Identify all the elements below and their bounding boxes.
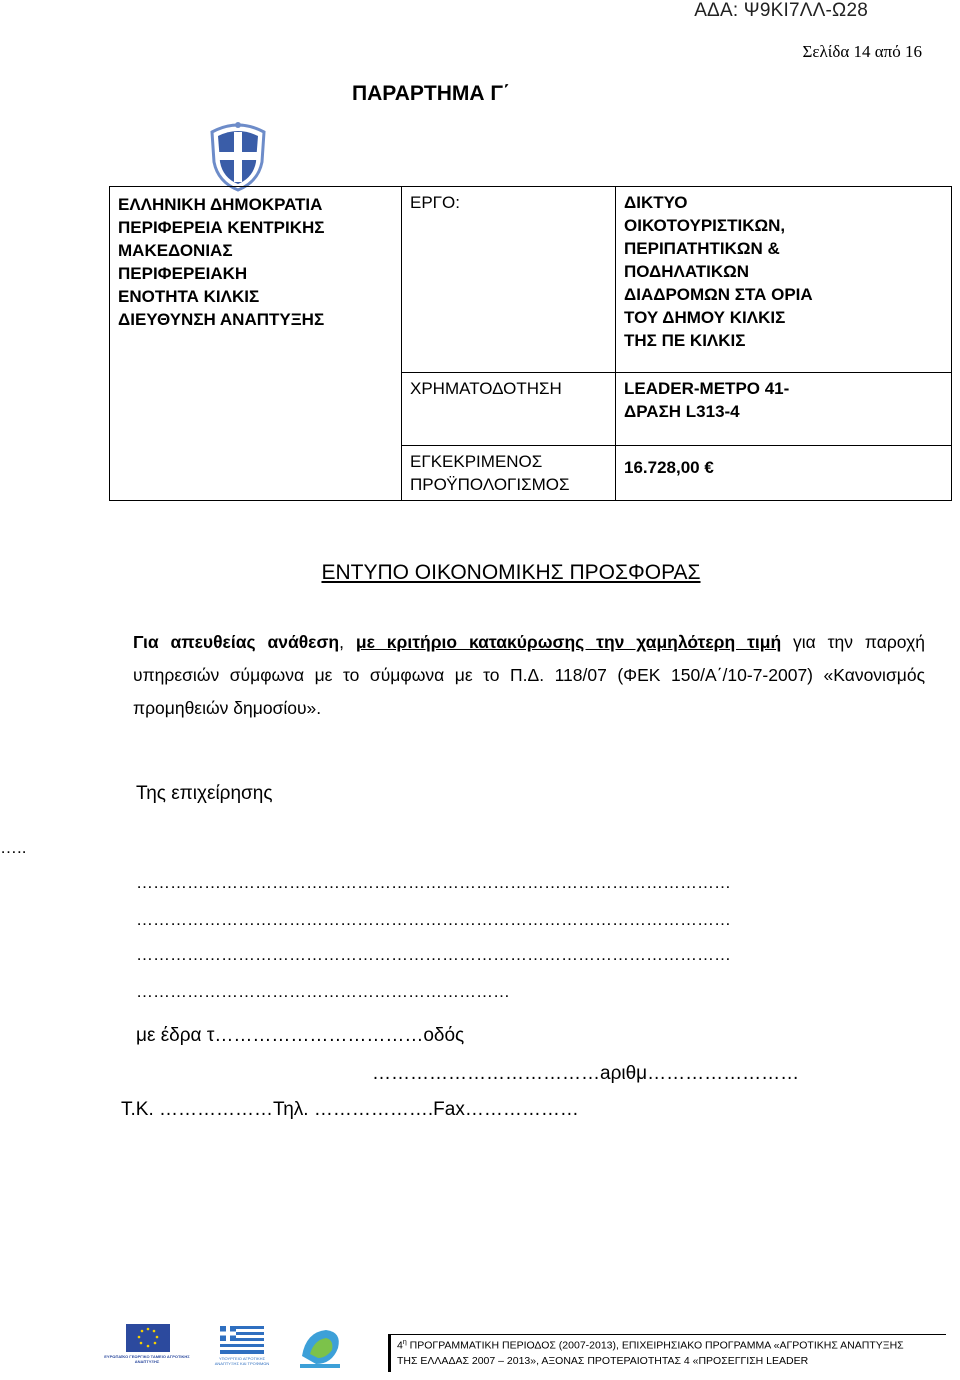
funding-label: ΧΡΗΜΑΤΟΔΟΤΗΣΗ — [410, 379, 562, 398]
project-line: ΤΗΣ ΠΕ ΚΙΛΚΙΣ — [624, 331, 746, 350]
authority-line: ΔΙΕΥΘΥΝΣΗ ΑΝΑΠΤΥΞΗΣ — [118, 310, 325, 329]
project-line: ΟΙΚΟΤΟΥΡΙΣΤΙΚΩΝ, — [624, 216, 786, 235]
project-line: ΔΙΑΔΡΟΜΩΝ ΣΤΑ ΟΡΙΑ — [624, 285, 813, 304]
project-line: ΔΙΚΤΥΟ — [624, 193, 688, 212]
dotted-fill-line: …………………………………………………………………………………………… — [136, 873, 731, 892]
funding-label-cell — [402, 373, 616, 446]
program-footer-line: ΤΗΣ ΕΛΛΑΔΑΣ 2007 – 2013», ΑΞΟΝΑΣ ΠΡΟΤΕΡΑΙΟΤΗΤΑΣ 4 «ΠΡΟΣΕΓΓΙΣΗ LEADER — [397, 1354, 809, 1367]
dotted-fill-line: …………………………………………………………………………………………… — [136, 945, 731, 964]
budget-value-cell — [616, 446, 952, 501]
award-type: Για απευθείας ανάθεση — [133, 632, 340, 652]
project-label-cell — [402, 187, 616, 373]
project-line: ΠΟΔΗΛΑΤΙΚΩΝ — [624, 262, 750, 281]
authority-line: ΠΕΡΙΦΕΡΕΙΑΚΗ — [118, 264, 248, 283]
legal-basis: για την παροχή υπηρεσιών σύμφωνα με το σύμφωνα με το Π.Δ. 118/07 (ΦΕΚ 150/Α΄/10-7-2007) «Κανονισμός προμηθειών δημοσίου». — [133, 632, 925, 718]
award-criterion: με κριτήριο κατακύρωσης την χαμηλότερη τιμή — [355, 632, 782, 652]
greek-coat-of-arms-icon — [206, 122, 270, 192]
funding-value-cell — [616, 373, 952, 446]
project-line: ΤΟΥ ΔΗΜΟΥ ΚΙΛΚΙΣ — [624, 308, 786, 327]
greek-logo-caption: ΥΠΟΥΡΓΕΙΟ ΑΓΡΟΤΙΚΗΣ ΑΝΑΠΤΥΞΗΣ ΚΑΙ ΤΡΟΦΙΜΩΝ — [214, 1356, 270, 1366]
dotted-fill-line: ………………………………………………………… — [136, 982, 510, 1001]
contact-details-line: Τ.Κ. ………………Τηλ. ……………….Fax……………… — [121, 1099, 579, 1120]
leader-program-logo-icon — [296, 1326, 344, 1370]
greek-flag-icon — [220, 1326, 264, 1354]
project-value-cell — [616, 187, 952, 373]
budget-value: 16.728,00 € — [624, 458, 714, 477]
funding-line: ΔΡΑΣΗ L313-4 — [624, 402, 740, 421]
authority-line: ΠΕΡΙΦΕΡΕΙΑ ΚΕΝΤΡΙΚΗΣ — [118, 218, 325, 237]
project-label: ΕΡΓΟ: — [410, 193, 460, 212]
program-footer-line: $4^\eta$ ΠΡΟΓΡΑΜΜΑΤΙΚΗ ΠΕΡΙΟΔΟΣ (2007-2013), ΕΠΙΧΕΙΡΗΣΙΑΚΟ ΠΡΟΓΡΑΜΜΑ «ΑΓΡΟΤΙΚΗΣ ΑΝΑΠΤΥΞΗΣ — [397, 1339, 904, 1352]
separator: , — [339, 632, 356, 652]
document-ada-code: ΑΔΑ: Ψ9ΚΙ7ΛΛ-Ω28 — [694, 0, 868, 21]
greek-ministry-logo — [214, 1326, 270, 1370]
budget-label-line: ΕΓΚΕΚΡΙΜΕΝΟΣ — [410, 452, 543, 471]
funding-line: LEADER-ΜΕΤΡΟ 41- — [624, 379, 790, 398]
page-number: Σελίδα 14 από 16 — [802, 42, 922, 61]
intro-paragraph — [133, 626, 925, 725]
project-line: ΠΕΡΙΠΑΤΗΤΙΚΩΝ & — [624, 239, 780, 258]
eu-logo-caption: ΕΥΡΩΠΑΪΚΟ ΓΕΩΡΓΙΚΟ ΤΑΜΕΙΟ ΑΓΡΟΤΙΚΗΣ ΑΝΑΠΤΥΞΗΣ — [104, 1354, 190, 1364]
dotted-fill-short: ….. — [0, 838, 27, 857]
street-number-line: ………………………………aριθμ…………………… — [372, 1063, 800, 1084]
budget-label-cell — [402, 446, 616, 501]
budget-label-line: ΠΡΟΫΠΟΛΟΓΙΣΜΟΣ — [410, 475, 570, 494]
appendix-title: ΠΑΡΑΡΤΗΜΑ Γ΄ — [351, 82, 511, 105]
authority-line: ΜΑΚΕΔΟΝΙΑΣ — [118, 241, 233, 260]
seat-address-line: με έδρα τ……………………………οδός — [136, 1025, 465, 1046]
program-footer — [388, 1334, 946, 1372]
authority-line: ΕΛΛΗΝΙΚΗ ΔΗΜΟΚΡΑΤΙΑ — [118, 195, 323, 214]
form-title: ΕΝΤΥΠΟ ΟΙΚΟΝΟΜΙΚΗΣ ΠΡΟΣΦΟΡΑΣ — [321, 561, 701, 584]
authority-line: ΕΝΟΤΗΤΑ ΚΙΛΚΙΣ — [118, 287, 260, 306]
dotted-fill-line: …………………………………………………………………………………………… — [136, 910, 731, 929]
company-label: Της επιχείρησης — [136, 783, 273, 804]
eu-logo — [104, 1324, 190, 1370]
project-info-table — [109, 186, 952, 501]
contracting-authority-cell — [110, 187, 402, 501]
